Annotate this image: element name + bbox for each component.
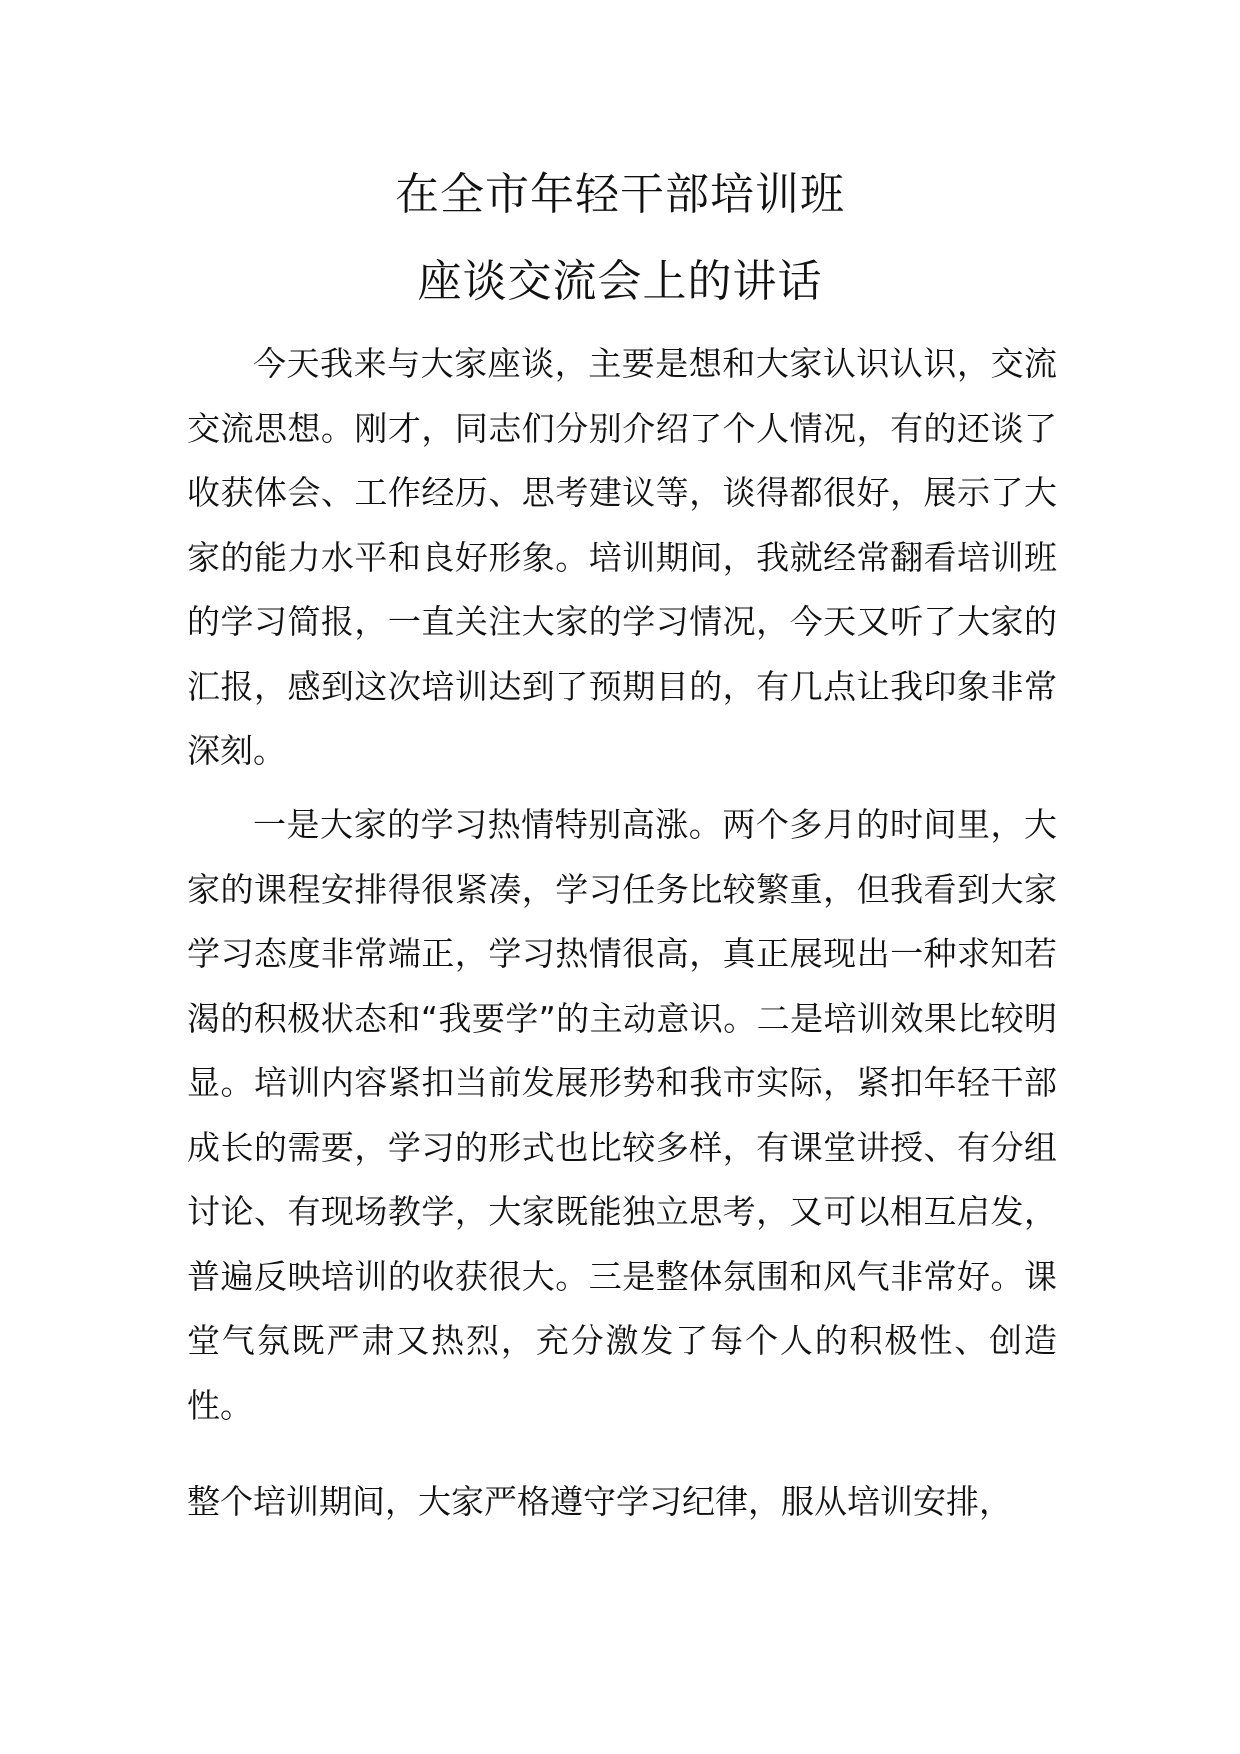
body-paragraph-1: 今天我来与大家座谈，主要是想和大家认识认识，交流交流思想。刚才，同志们分别介绍了个人情况，有的还谈了收获体会、工作经历、思考建议等，谈得都很好，展示了大家的能力水平和良好形象。培训期间，我就经常翻看培训班的学习简报，一直关注大家的学习情况，今天又听了大家的汇报，感到这次培训达到了预期目的，有几点让我印象非常深刻。 xyxy=(187,344,1057,770)
document-title-line-1: 在全市年轻干部培训班 xyxy=(395,169,845,220)
body-paragraph-2: 一是大家的学习热情特别高涨。两个多月的时间里，大家的课程安排得很紧凑，学习任务比较繁重，但我看到大家学习态度非常端正，学习热情很高，真正展现出一种求知若渴的积极状态和“我要学”的主动意识。二是培训效果比较明显。培训内容紧扣当前发展形势和我市实际，紧扣年轻干部成长的需要，学习的形式也比较多样，有课堂讲授、有分组讨论、有现场教学，大家既能独立思考，又可以相互启发，普遍反映培训的收获很大。三是整体氛围和风气非常好。课堂气氛既严肃又热烈，充分激发了每个人的积极性、创造性。 xyxy=(187,805,1057,1425)
document-title-line-2: 座谈交流会上的讲话 xyxy=(417,256,823,307)
body-paragraph-3: 整个培训期间，大家严格遵守学习纪律，服从培训安排， xyxy=(187,1482,1012,1521)
